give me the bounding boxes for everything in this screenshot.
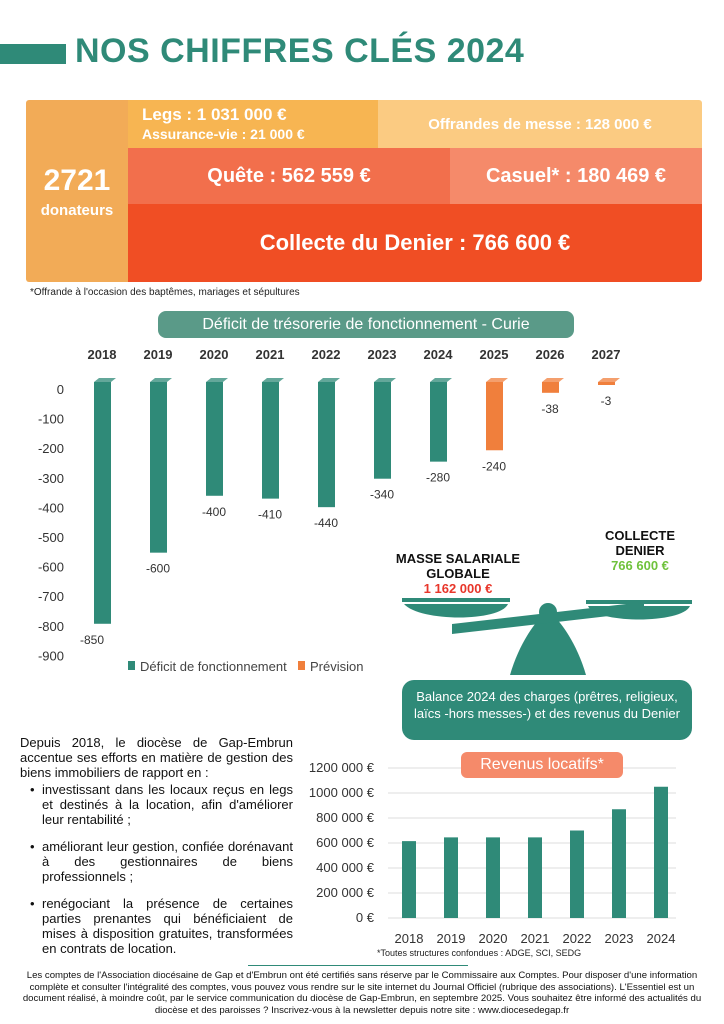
x-tick-label: 2020 — [478, 931, 508, 946]
casuel-tile: Casuel* : 180 469 € — [450, 148, 702, 204]
x-tick-label: 2024 — [646, 931, 676, 946]
collecte-denier-label: COLLECTE DENIER — [604, 528, 676, 558]
masse-salariale-label: MASSE SALARIALE GLOBALE — [395, 551, 521, 581]
legend-label-prevision: Prévision — [310, 659, 364, 674]
x-tick-label: 2019 — [143, 347, 173, 362]
data-label: -410 — [257, 507, 283, 522]
x-tick-label: 2024 — [423, 347, 453, 362]
bullet-item: • améliorant leur gestion, confiée dorénavant à des gestionnaires de biens professionnels ; — [20, 839, 293, 884]
y-tick-label: 1200 000 € — [308, 760, 374, 775]
y-tick-label: 800 000 € — [316, 810, 374, 825]
x-tick-label: 2027 — [591, 347, 621, 362]
y-tick-label: 0 — [56, 382, 64, 397]
bar — [528, 837, 542, 918]
x-tick-label: 2021 — [255, 347, 285, 362]
bar — [654, 787, 668, 918]
legs-value: Legs : 1 031 000 € — [142, 105, 287, 124]
footer-separator — [248, 965, 468, 966]
bar — [444, 837, 458, 918]
y-tick-label: -700 — [37, 589, 64, 605]
collecte-tile: Collecte du Denier : 766 600 € — [128, 204, 702, 282]
x-tick-label: 2026 — [535, 347, 565, 362]
revenue-footnote: *Toutes structures confondues : ADGE, SCI, SEDG — [377, 948, 582, 958]
data-label: -850 — [79, 632, 105, 647]
data-label: -280 — [425, 470, 451, 485]
donors-label: donateurs — [40, 201, 114, 219]
data-label: -400 — [201, 504, 227, 519]
casuel-footnote: *Offrande à l'occasion des baptêmes, mariages et sépultures — [30, 287, 300, 298]
bar — [486, 837, 500, 918]
bullet-item: • renégociant la présence de certaines parties prenantes qui bénéficiaient de mises à disposition gratuites, transformées en contrats de location. — [20, 896, 293, 956]
revenue-chart-title: Revenus locatifs* — [461, 752, 623, 778]
x-tick-label: 2022 — [562, 931, 592, 946]
data-label: -3 — [600, 394, 612, 408]
donors-count: 2721 — [43, 163, 111, 197]
footer-text: Les comptes de l'Association diocésaine de Gap et d'Embrun ont été certifiés sans réserve par le Commissaire aux Comptes. Pour disposer d'une information complète et consulter l'intégralité des comptes, vous pouvez vous rendre sur le site internet du Journal Officiel (rubrique des associations). L'Essentiel est un document réalisé, à moindre coût, par le service communication du diocèse de Gap-Embrun, en septembre 2025. Vous souhaitez être informé des actualités du diocèse et des paroisses ? Inscrivez-vous à la newsletter depuis notre site : www.diocesedegap.fr — [22, 970, 702, 1016]
x-tick-label: 2021 — [520, 931, 550, 946]
x-tick-label: 2025 — [479, 347, 509, 362]
offrandes-tile: Offrandes de messe : 128 000 € — [378, 100, 702, 148]
y-tick-label: -300 — [37, 470, 64, 486]
data-label: -340 — [369, 487, 395, 502]
x-tick-label: 2018 — [394, 931, 424, 946]
data-label: -440 — [313, 516, 339, 531]
y-tick-label: 400 000 € — [316, 860, 374, 875]
y-tick-label: -200 — [37, 441, 64, 457]
y-tick-label: -900 — [37, 648, 64, 664]
x-tick-label: 2022 — [311, 347, 341, 362]
quete-tile: Quête : 562 559 € — [128, 148, 450, 204]
page-title: NOS CHIFFRES CLÉS 2024 — [75, 32, 525, 70]
bar — [402, 841, 416, 918]
x-tick-label: 2018 — [87, 347, 117, 362]
masse-salariale-value: 1 162 000 € — [423, 581, 493, 596]
data-label: -240 — [481, 459, 507, 474]
y-tick-label: 0 € — [355, 910, 374, 925]
bullet-item: • investissant dans les locaux reçus en legs et destinés à la location, afin d'améliorer leur rentabilité ; — [20, 782, 293, 827]
x-tick-label: 2020 — [199, 347, 229, 362]
y-tick-label: 1000 000 € — [308, 785, 374, 800]
y-tick-label: 200 000 € — [316, 885, 374, 900]
bar — [570, 831, 584, 919]
balance-caption: Balance 2024 des charges (prêtres, religieux, laïcs -hors messes-) et des revenus du Denier — [402, 680, 692, 740]
y-tick-label: 600 000 € — [316, 835, 374, 850]
x-tick-label: 2019 — [436, 931, 466, 946]
y-tick-label: -600 — [37, 559, 64, 575]
bar — [612, 809, 626, 918]
real-estate-intro: Depuis 2018, le diocèse de Gap-Embrun accentue ses efforts en matière de gestion des biens immobiliers de rapport en : — [20, 735, 293, 780]
collecte-denier-value: 766 600 € — [611, 558, 669, 573]
data-label: -600 — [145, 561, 171, 576]
x-tick-label: 2023 — [604, 931, 634, 946]
deficit-chart-title: Déficit de trésorerie de fonctionnement - Curie — [158, 311, 574, 338]
assurance-vie-value: Assurance-vie : 21 000 € — [142, 126, 305, 142]
y-tick-label: -400 — [37, 500, 64, 516]
y-tick-label: -100 — [37, 411, 64, 427]
y-tick-label: -500 — [37, 530, 64, 545]
y-tick-label: -800 — [37, 618, 64, 634]
x-tick-label: 2023 — [367, 347, 397, 362]
legend-label-deficit: Déficit de fonctionnement — [140, 659, 287, 674]
data-label: -38 — [541, 401, 559, 416]
